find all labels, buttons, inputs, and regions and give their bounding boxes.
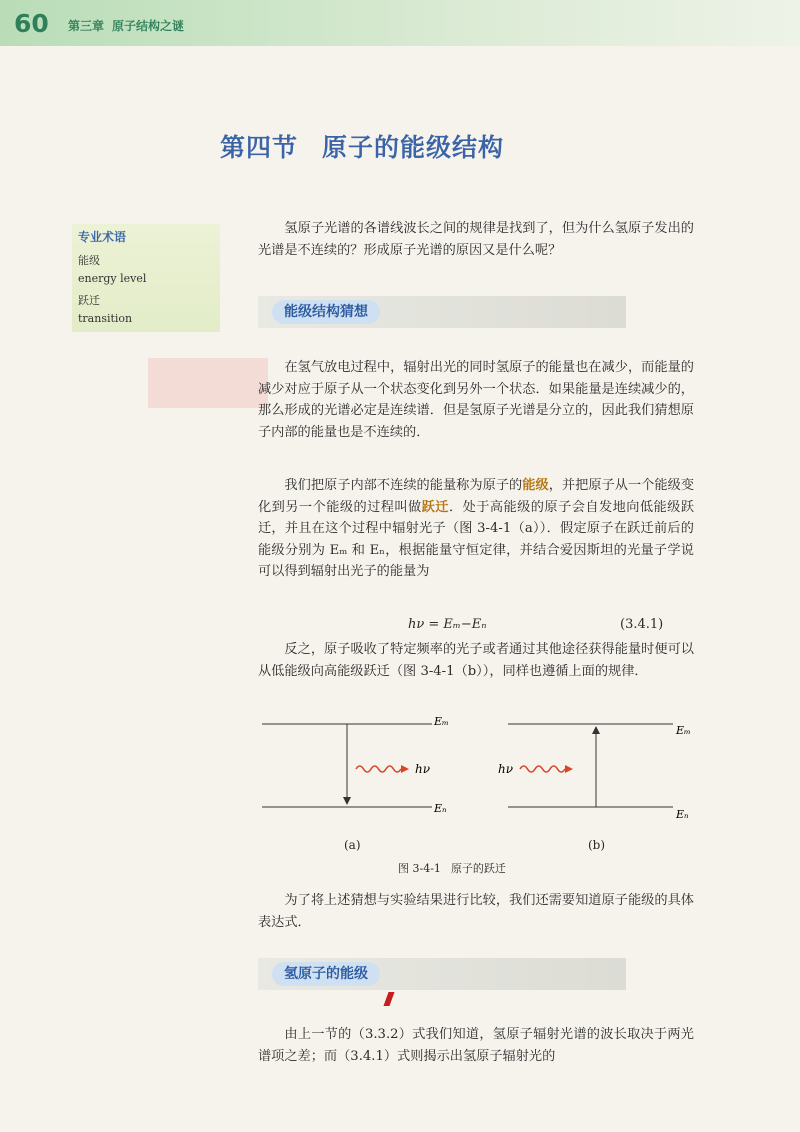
label-lower-level: Eₙ <box>676 808 689 821</box>
section-name: 原子的能级结构 <box>322 133 505 162</box>
photon-wave <box>520 766 565 772</box>
figure-caption <box>398 860 516 876</box>
figure-label-a: (a) <box>344 838 361 852</box>
paragraph-definitions <box>258 475 694 583</box>
intro-paragraph: 氢原子光谱的各谱线波长之间的规律是找到了，但为什么氢原子发出的光谱是不连续的？形成原子光谱的原因又是什么呢？ <box>258 221 694 258</box>
label-upper-level: Eₘ <box>434 715 449 728</box>
term-energy-level: 能级 <box>522 478 549 493</box>
section-number: 第四节 <box>220 133 299 162</box>
figure-label-b: (b) <box>588 838 606 852</box>
label-upper-level: Eₘ <box>676 724 691 737</box>
chapter-heading <box>68 17 192 34</box>
page-number: 60 <box>14 9 49 38</box>
label-photon: hν <box>498 762 514 776</box>
chapter-number: 第三章 <box>68 19 105 33</box>
sidebar-term: 能级 <box>78 254 100 267</box>
sidebar-term: transition <box>78 312 133 325</box>
transition-diagram <box>258 712 698 866</box>
terminology-sidebar <box>72 224 220 332</box>
caption-number: 图 3-4-1 <box>398 862 441 875</box>
paragraph: 由上一节的（3.3.2）式我们知道，氢原子辐射光谱的波长取决于两光谱项之差；而（3.4.1）式则揭示出氢原子辐射光的 <box>258 1027 694 1064</box>
text-span: ，并把原子从一个能级变化到另一个能级的过程叫做 <box>258 478 695 515</box>
paragraph: 反之，原子吸收了特定频率的光子或者通过其他途径获得能量时便可以从低能级向高能级跃迁（图 3-4-1（b）），同样也遵循上面的规律． <box>258 642 694 679</box>
formula-number: (3.4.1) <box>620 617 664 632</box>
term-transition: 跃迁 <box>421 499 449 515</box>
decorative-box <box>148 358 268 408</box>
photon-arrowhead <box>401 765 409 773</box>
paragraph: 在氢气放电过程中，辐射出光的同时氢原子的能量也在减少，而能量的减少对应于原子从一个状态变化到另外一个状态．如果能量是连续减少的，那么形成的光谱必定是连续谱．但是氢原子光谱是分立的，因此我们猜想原子内部的能量也是不连续的． <box>258 360 694 440</box>
section-heading-energy-levels: 能级结构猜想 <box>272 300 380 324</box>
section-title <box>220 128 504 164</box>
sidebar-term: energy level <box>78 272 147 285</box>
text-span: 我们把原子内部不连续的能量称为原子的 <box>284 478 523 493</box>
paragraph: 为了将上述猜想与实验结果进行比较，我们还需要知道原子能级的具体表达式． <box>258 893 694 930</box>
section-heading-hydrogen-levels: 氢原子的能级 <box>272 962 380 986</box>
photon-wave <box>356 766 401 772</box>
sidebar-title: 专业术语 <box>78 230 127 244</box>
formula-expression: hν = Eₘ−Eₙ <box>408 617 487 632</box>
label-photon: hν <box>415 762 431 776</box>
red-mark <box>383 992 394 1006</box>
caption-text: 原子的跃迁 <box>450 862 506 875</box>
photon-arrowhead <box>565 765 573 773</box>
label-lower-level: Eₙ <box>434 802 447 815</box>
diagram-svg <box>258 712 698 862</box>
chapter-title: 原子结构之谜 <box>112 19 185 33</box>
sidebar-term: 跃迁 <box>78 294 100 307</box>
text-span: ．处于高能级的原子会自发地向低能级跃迁，并且在这个过程中辐射光子（图 3-4-1（a））．假定原子在跃迁前后的能级分别为 Eₘ 和 Eₙ，根据能量守恒定律，并结合爱因斯坦的光量子学说可以得到辐射出光子的能量为 <box>258 499 695 579</box>
